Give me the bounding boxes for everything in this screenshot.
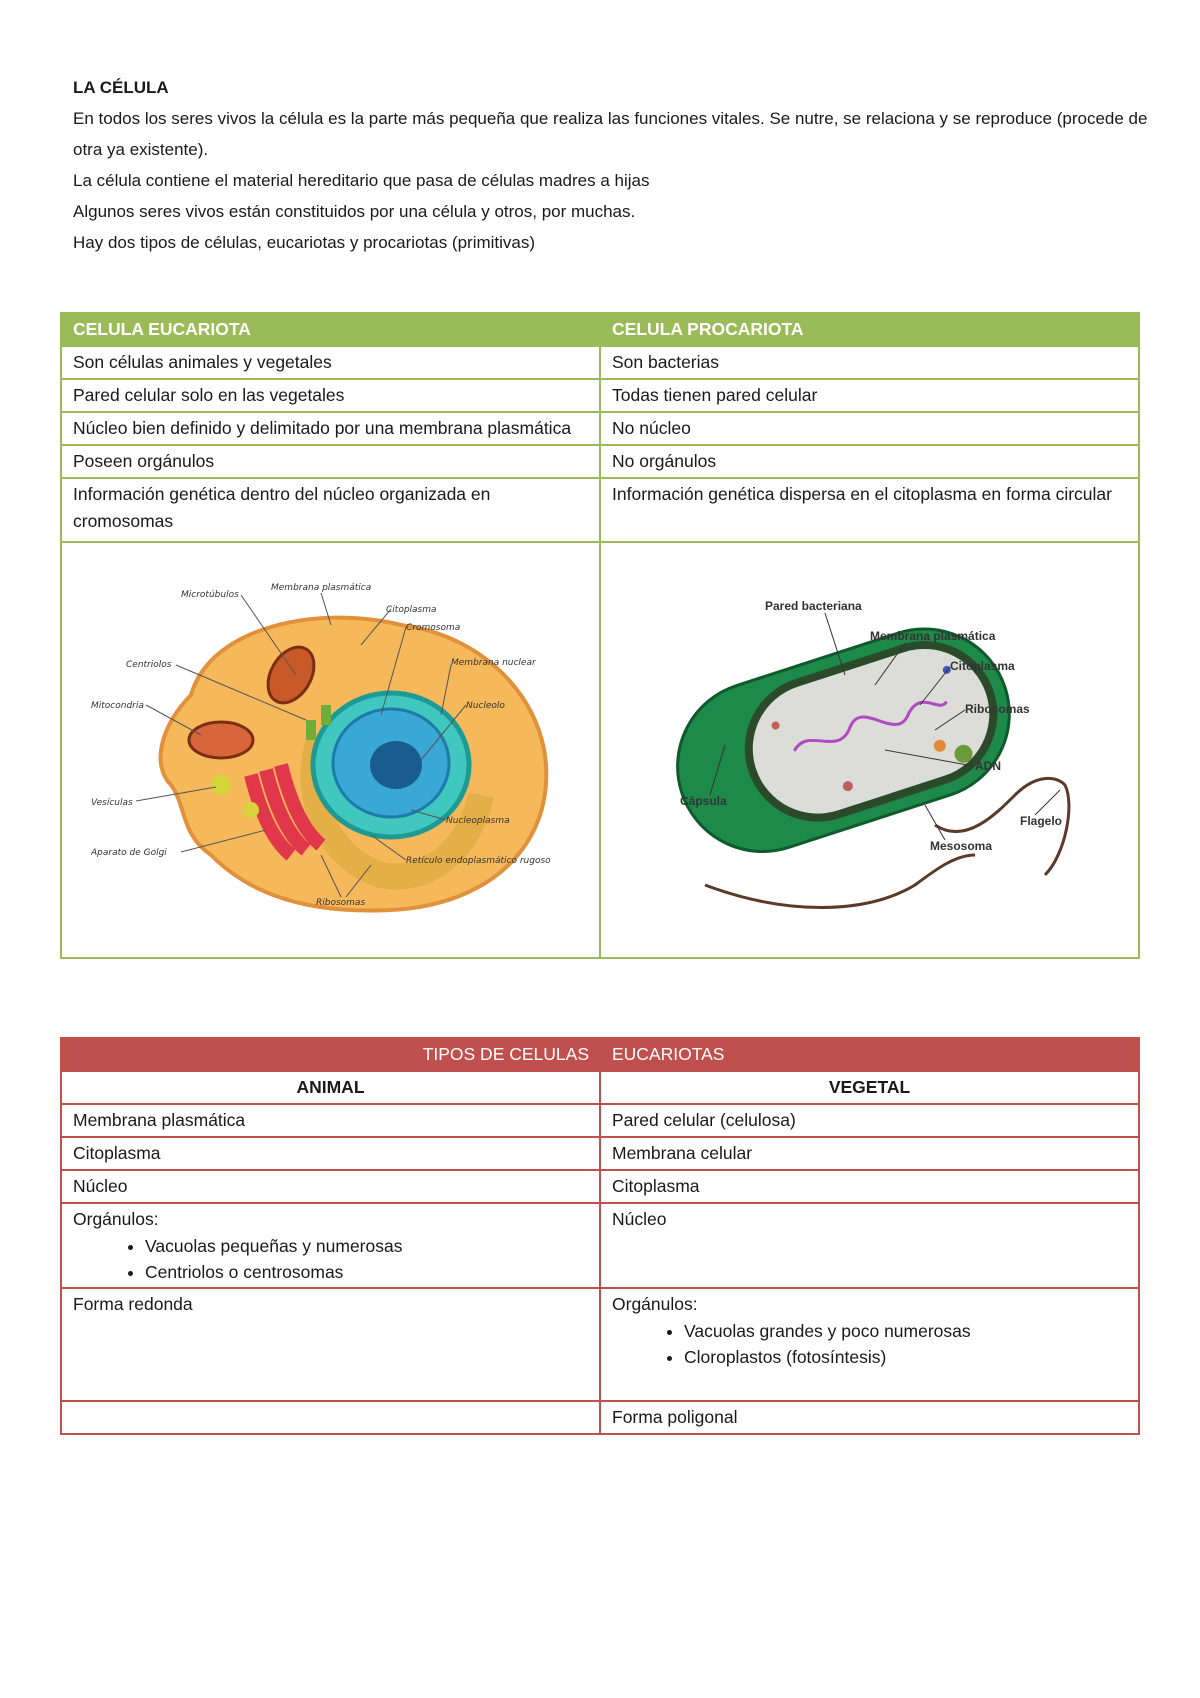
header-tipos: TIPOS DE CELULAS bbox=[61, 1038, 600, 1071]
label-membrana-nuclear: Membrana nuclear bbox=[450, 658, 536, 668]
table-row bbox=[61, 445, 1139, 478]
label-pared: Pared bacteriana bbox=[764, 599, 862, 613]
cell: Forma redonda bbox=[61, 1288, 600, 1401]
table-row bbox=[61, 346, 1139, 379]
cell: Poseen orgánulos bbox=[61, 445, 600, 478]
vegetal-organulos-list bbox=[612, 1318, 1127, 1370]
table-row bbox=[61, 412, 1139, 445]
cell: Todas tienen pared celular bbox=[600, 379, 1139, 412]
cell: Membrana celular bbox=[600, 1137, 1139, 1170]
label-mesosoma: Mesosoma bbox=[929, 839, 992, 853]
intro-line-2: La célula contiene el material hereditario que pasa de células madres a hijas bbox=[73, 171, 650, 190]
table-row bbox=[61, 379, 1139, 412]
cell bbox=[600, 1288, 1139, 1401]
label-centriolos: Centriolos bbox=[125, 660, 171, 670]
cell bbox=[61, 1203, 600, 1288]
label-capsula: Cápsula bbox=[679, 794, 727, 808]
label-citoplasma: Citoplasma bbox=[949, 659, 1015, 673]
types-subheader bbox=[61, 1071, 1139, 1104]
comparison-header bbox=[61, 313, 1139, 346]
table-row bbox=[61, 1137, 1139, 1170]
label-adn: ADN bbox=[974, 759, 1001, 773]
table-row bbox=[61, 1104, 1139, 1137]
cell: Información genética dispersa en el citoplasma en forma circular bbox=[600, 478, 1139, 542]
label-golgi: Aparato de Golgi bbox=[90, 848, 167, 858]
header-eukaryote: CELULA EUCARIOTA bbox=[61, 313, 600, 346]
label-reticulo: Retículo endoplasmático rugoso bbox=[405, 856, 551, 866]
intro bbox=[73, 72, 1153, 258]
types-header bbox=[61, 1038, 1139, 1071]
table-row bbox=[61, 1288, 1139, 1401]
label-flagelo: Flagelo bbox=[1019, 814, 1062, 828]
label-mitocondria: Mitocondria bbox=[90, 701, 144, 711]
list-item: • Vacuolas pequeñas y numerosas bbox=[145, 1233, 588, 1259]
label-citoplasma: Citoplasma bbox=[385, 605, 437, 615]
centriole bbox=[321, 705, 331, 725]
cell: Pared celular solo en las vegetales bbox=[61, 379, 600, 412]
eukaryote-image-cell bbox=[61, 542, 600, 958]
table-row bbox=[61, 1170, 1139, 1203]
label-ribosomas: Ribosomas bbox=[964, 702, 1030, 716]
page-title: LA CÉLULA bbox=[73, 78, 169, 97]
header-eucariotas: EUCARIOTAS bbox=[600, 1038, 1139, 1071]
comparison-table bbox=[60, 312, 1140, 959]
table-row bbox=[61, 478, 1139, 542]
table-row bbox=[61, 1401, 1139, 1434]
centriole bbox=[306, 720, 316, 740]
cell: Citoplasma bbox=[600, 1170, 1139, 1203]
organulos-title: Orgánulos: bbox=[73, 1209, 159, 1229]
image-row bbox=[61, 542, 1139, 958]
prokaryote-image-cell bbox=[600, 542, 1139, 958]
prokaryote-cell-diagram bbox=[635, 585, 1105, 915]
cell: Núcleo bien definido y delimitado por una membrana plasmática bbox=[61, 412, 600, 445]
cell: Información genética dentro del núcleo organizada en cromosomas bbox=[61, 478, 600, 542]
mitochondrion-2 bbox=[189, 722, 253, 758]
eukaryote-cell-diagram bbox=[91, 565, 571, 935]
intro-line-3: Algunos seres vivos están constituidos por una célula y otros, por muchas. bbox=[73, 202, 636, 221]
cell: Núcleo bbox=[61, 1170, 600, 1203]
organulos-title: Orgánulos: bbox=[612, 1294, 698, 1314]
cell: Forma poligonal bbox=[600, 1401, 1139, 1434]
list-item: • Cloroplastos (fotosíntesis) bbox=[684, 1344, 1127, 1370]
cell: Citoplasma bbox=[61, 1137, 600, 1170]
cell bbox=[61, 1401, 600, 1434]
intro-line-4: Hay dos tipos de células, eucariotas y procariotas (primitivas) bbox=[73, 233, 536, 252]
cell: Núcleo bbox=[600, 1203, 1139, 1288]
label-membrana: Membrana plasmática bbox=[270, 583, 371, 593]
intro-line-1: En todos los seres vivos la célula es la parte más pequeña que realiza las funciones vitales. Se nutre, se relaciona y se reproduce (procede de otra ya existente). bbox=[73, 109, 1148, 159]
nucleolus bbox=[370, 741, 422, 789]
types-table bbox=[60, 1037, 1140, 1435]
header-prokaryote: CELULA PROCARIOTA bbox=[600, 313, 1139, 346]
cell: No núcleo bbox=[600, 412, 1139, 445]
vesicle bbox=[243, 802, 259, 818]
list-item: • Vacuolas grandes y poco numerosas bbox=[684, 1318, 1127, 1344]
vesicle bbox=[211, 775, 231, 795]
label-ribosomas: Ribosomas bbox=[315, 898, 365, 908]
flagellum bbox=[705, 855, 975, 908]
label-cromosoma: Cromosoma bbox=[405, 623, 460, 633]
cell: Membrana plasmática bbox=[61, 1104, 600, 1137]
label-nucleolo: Nucleolo bbox=[465, 701, 505, 711]
header-vegetal: VEGETAL bbox=[600, 1071, 1139, 1104]
header-animal: ANIMAL bbox=[61, 1071, 600, 1104]
label-membrana: Membrana plasmática bbox=[869, 629, 995, 643]
cell: Son células animales y vegetales bbox=[61, 346, 600, 379]
animal-organulos-list bbox=[73, 1233, 588, 1285]
cell: No orgánulos bbox=[600, 445, 1139, 478]
list-item: • Centriolos o centrosomas bbox=[145, 1259, 588, 1285]
label-microtubulos: Microtúbulos bbox=[180, 590, 239, 600]
label-nucleoplasma: Nucleoplasma bbox=[445, 816, 510, 826]
cell: Son bacterias bbox=[600, 346, 1139, 379]
table-row bbox=[61, 1203, 1139, 1288]
cell: Pared celular (celulosa) bbox=[600, 1104, 1139, 1137]
label-vesiculas: Vesículas bbox=[90, 798, 133, 808]
